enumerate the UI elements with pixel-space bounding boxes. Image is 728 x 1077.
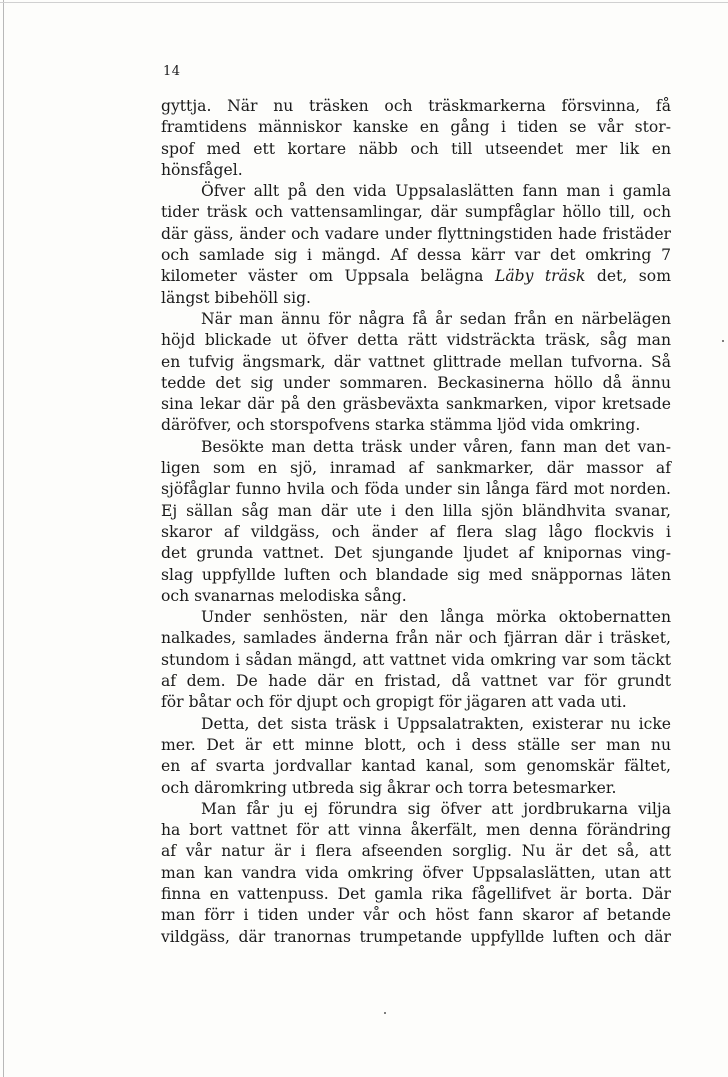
text-line: spof med ett kortare näbb och till utseendet mer lik en bbox=[161, 139, 671, 158]
text-line: det grunda vattnet. Det sjungande ljudet af knipornas ving- bbox=[161, 544, 671, 563]
page-number: 14 bbox=[163, 64, 181, 79]
scan-speck bbox=[384, 1012, 386, 1014]
text-line: Ej sällan såg man där ute i den lilla sjön bländhvita svanar, bbox=[161, 501, 671, 520]
text-line: skaror af vildgäss, och änder af flera slag lågo flockvis i bbox=[161, 522, 671, 541]
text-line: Besökte man detta träsk under våren, fann man det van- bbox=[201, 437, 671, 456]
text-line: slag uppfyllde luften och blandade sig med snäppornas läten bbox=[161, 565, 671, 584]
text-line: vildgäss, där tranornas trumpetande uppfyllde luften och där bbox=[161, 927, 671, 946]
text-line: tider träsk och vattensamlingar, där sumpfåglar höllo till, och bbox=[161, 203, 671, 222]
text-line: gyttja. När nu träsken och träskmarkerna försvinna, få bbox=[161, 97, 671, 115]
text-line: af vår natur är i flera afseenden sorglig. Nu är det så, att bbox=[161, 842, 671, 861]
scan-speck bbox=[722, 340, 724, 342]
text-line: finna en vattenpuss. Det gamla rika fågellifvet är borta. Där bbox=[161, 884, 671, 903]
text-line: Man får ju ej förundra sig öfver att jordbrukarna vilja bbox=[201, 799, 671, 818]
text-segment: kilometer väster om Uppsala belägna bbox=[161, 267, 495, 286]
text-line: tedde det sig under sommaren. Beckasinerna höllo då ännu bbox=[161, 373, 671, 392]
text-line: Detta, det sista träsk i Uppsalatrakten, existerar nu icke bbox=[201, 714, 671, 733]
text-line: och däromkring utbreda sig åkrar och torra betesmarker. bbox=[161, 778, 617, 797]
text-line: däröfver, och storspofvens starka stämma ljöd vida omkring. bbox=[161, 416, 641, 435]
text-line: sjöfåglar funno hvila och föda under sin långa färd mot norden. bbox=[161, 480, 671, 499]
text-line: ha bort vattnet för att vinna åkerfält, men denna förändring bbox=[161, 821, 671, 840]
scan-edge-top bbox=[0, 2, 728, 3]
text-line: man förr i tiden under vår och höst fann skaror af betande bbox=[161, 906, 671, 925]
text-line: stundom i sådan mängd, att vattnet vida omkring var som täckt bbox=[161, 650, 671, 669]
text-line: mer. Det är ett minne blott, och i dess ställe ser man nu bbox=[161, 735, 671, 754]
text-line: där gäss, änder och vadare under flyttningstiden hade fristäder bbox=[161, 224, 671, 243]
text-line: man kan vandra vida omkring öfver Uppsalaslätten, utan att bbox=[161, 863, 671, 882]
text-line: en af svarta jordvallar kantad kanal, som genomskär fältet, bbox=[161, 757, 671, 776]
text-line: sina lekar där på den gräsbeväxta sankmarken, vipor kretsade bbox=[161, 395, 671, 414]
text-line: och svanarnas melodiska sång. bbox=[161, 586, 407, 605]
scan-edge-left bbox=[3, 0, 4, 1077]
text-line-with-emphasis bbox=[161, 266, 671, 287]
text-line: Öfver allt på den vida Uppsalaslätten fann man i gamla bbox=[201, 182, 671, 201]
text-line: Under senhösten, när den långa mörka oktobernatten bbox=[201, 608, 671, 627]
text-line: och samlade sig i mängd. Af dessa kärr var det omkring 7 bbox=[161, 246, 671, 265]
text-line: framtidens människor kanske en gång i tiden se vår stor- bbox=[161, 118, 671, 137]
text-line: ligen som en sjö, inramad af sankmarker, där massor af bbox=[161, 459, 671, 478]
text-line: för båtar och för djupt och gropigt för jägaren att vada uti. bbox=[161, 693, 627, 712]
text-line: nalkades, samlades änderna från när och fjärran där i träsket, bbox=[161, 629, 671, 648]
text-line: en tufvig ängsmark, där vattnet glittrade mellan tufvorna. Så bbox=[161, 352, 671, 371]
text-line: höjd blickade ut öfver detta rätt vidsträckta träsk, såg man bbox=[161, 331, 671, 350]
body-text bbox=[161, 96, 671, 948]
text-line: af dem. De hade där en fristad, då vattnet var för grundt bbox=[161, 672, 671, 691]
text-segment: det, som bbox=[585, 267, 671, 286]
text-line: När man ännu för några få år sedan från en närbelägen bbox=[201, 309, 671, 328]
text-line: längst bibehöll sig. bbox=[161, 288, 312, 307]
text-line: hönsfågel. bbox=[161, 160, 243, 179]
place-name-emphasis: Läby träsk bbox=[494, 267, 586, 286]
